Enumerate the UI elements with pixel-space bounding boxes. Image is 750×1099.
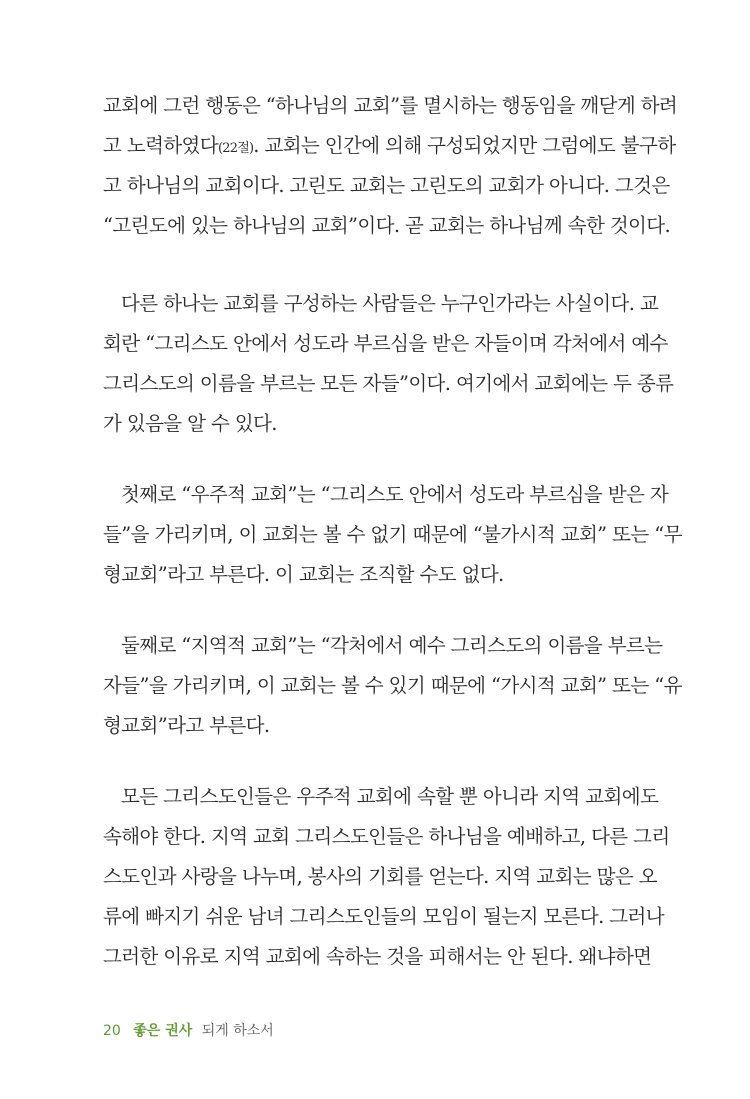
page-footer: [103, 1019, 274, 1043]
text-line: 류에 빠지기 쉬운 남녀 그리스도인들의 모임이 될는지 모른다. 그러나: [103, 905, 665, 928]
text-line: 회란 “그리스도 안에서 성도라 부르심을 받은 자들이며 각처에서 예수: [103, 332, 668, 355]
text-line: 들”을 가리키며, 이 교회는 볼 수 없기 때문에 “불가시적 교회” 또는 “무: [103, 523, 682, 546]
text-line: 가 있음을 알 수 있다.: [103, 412, 277, 435]
book-title-bold: 좋은 권사: [133, 1023, 193, 1039]
text-line: 형교회”라고 부른다.: [103, 714, 270, 737]
text-line: 속해야 한다. 지역 교회 그리스도인들은 하나님을 예배하고, 다른 그리: [103, 825, 670, 848]
text-line: 그러한 이유로 지역 교회에 속하는 것을 피해서는 안 된다. 왜냐하면: [103, 945, 652, 968]
text-segment: 고 노력하였다: [103, 134, 219, 157]
text-line: 형교회”라고 부른다. 이 교회는 조직할 수도 없다.: [103, 563, 504, 586]
page-number: 20: [103, 1023, 121, 1039]
text-line: [103, 126, 676, 166]
text-line: 다른 하나는 교회를 구성하는 사람들은 누구인가라는 사실이다. 교: [121, 292, 659, 315]
text-line: 모든 그리스도인들은 우주적 교회에 속할 뿐 아니라 지역 교회에도: [121, 785, 659, 808]
text-line: 자들”을 가리키며, 이 교회는 볼 수 있기 때문에 “가시적 교회” 또는 “유: [103, 674, 682, 697]
paragraph-3: [103, 475, 682, 595]
paragraph-2: [103, 284, 674, 444]
book-title-rest: 되게 하소서: [201, 1023, 274, 1039]
text-line: 스도인과 사랑을 나누며, 봉사의 기회를 얻는다. 지역 교회는 많은 오: [103, 865, 657, 888]
verse-reference: (22절): [218, 141, 254, 156]
text-line: 그리스도의 이름을 부르는 모든 자들”이다. 여기에서 교회에는 두 종류: [103, 372, 674, 395]
text-line: 첫째로 “우주적 교회”는 “그리스도 안에서 성도라 부르심을 받은 자: [121, 483, 669, 506]
paragraph-5: [103, 777, 670, 977]
paragraph-4: [103, 626, 682, 746]
text-segment: . 교회는 인간에 의해 구성되었지만 그럼에도 불구하: [253, 134, 676, 157]
text-line: 교회에 그런 행동은 “하나님의 교회”를 멸시하는 행동임을 깨닫게 하려: [103, 94, 678, 117]
paragraph-1: [103, 86, 678, 246]
text-line: 둘째로 “지역적 교회”는 “각처에서 예수 그리스도의 이름을 부르는: [121, 634, 663, 657]
text-line: “고린도에 있는 하나님의 교회”이다. 곧 교회는 하나님께 속한 것이다.: [103, 214, 671, 237]
text-line: 고 하나님의 교회이다. 고린도 교회는 고린도의 교회가 아니다. 그것은: [103, 174, 670, 197]
